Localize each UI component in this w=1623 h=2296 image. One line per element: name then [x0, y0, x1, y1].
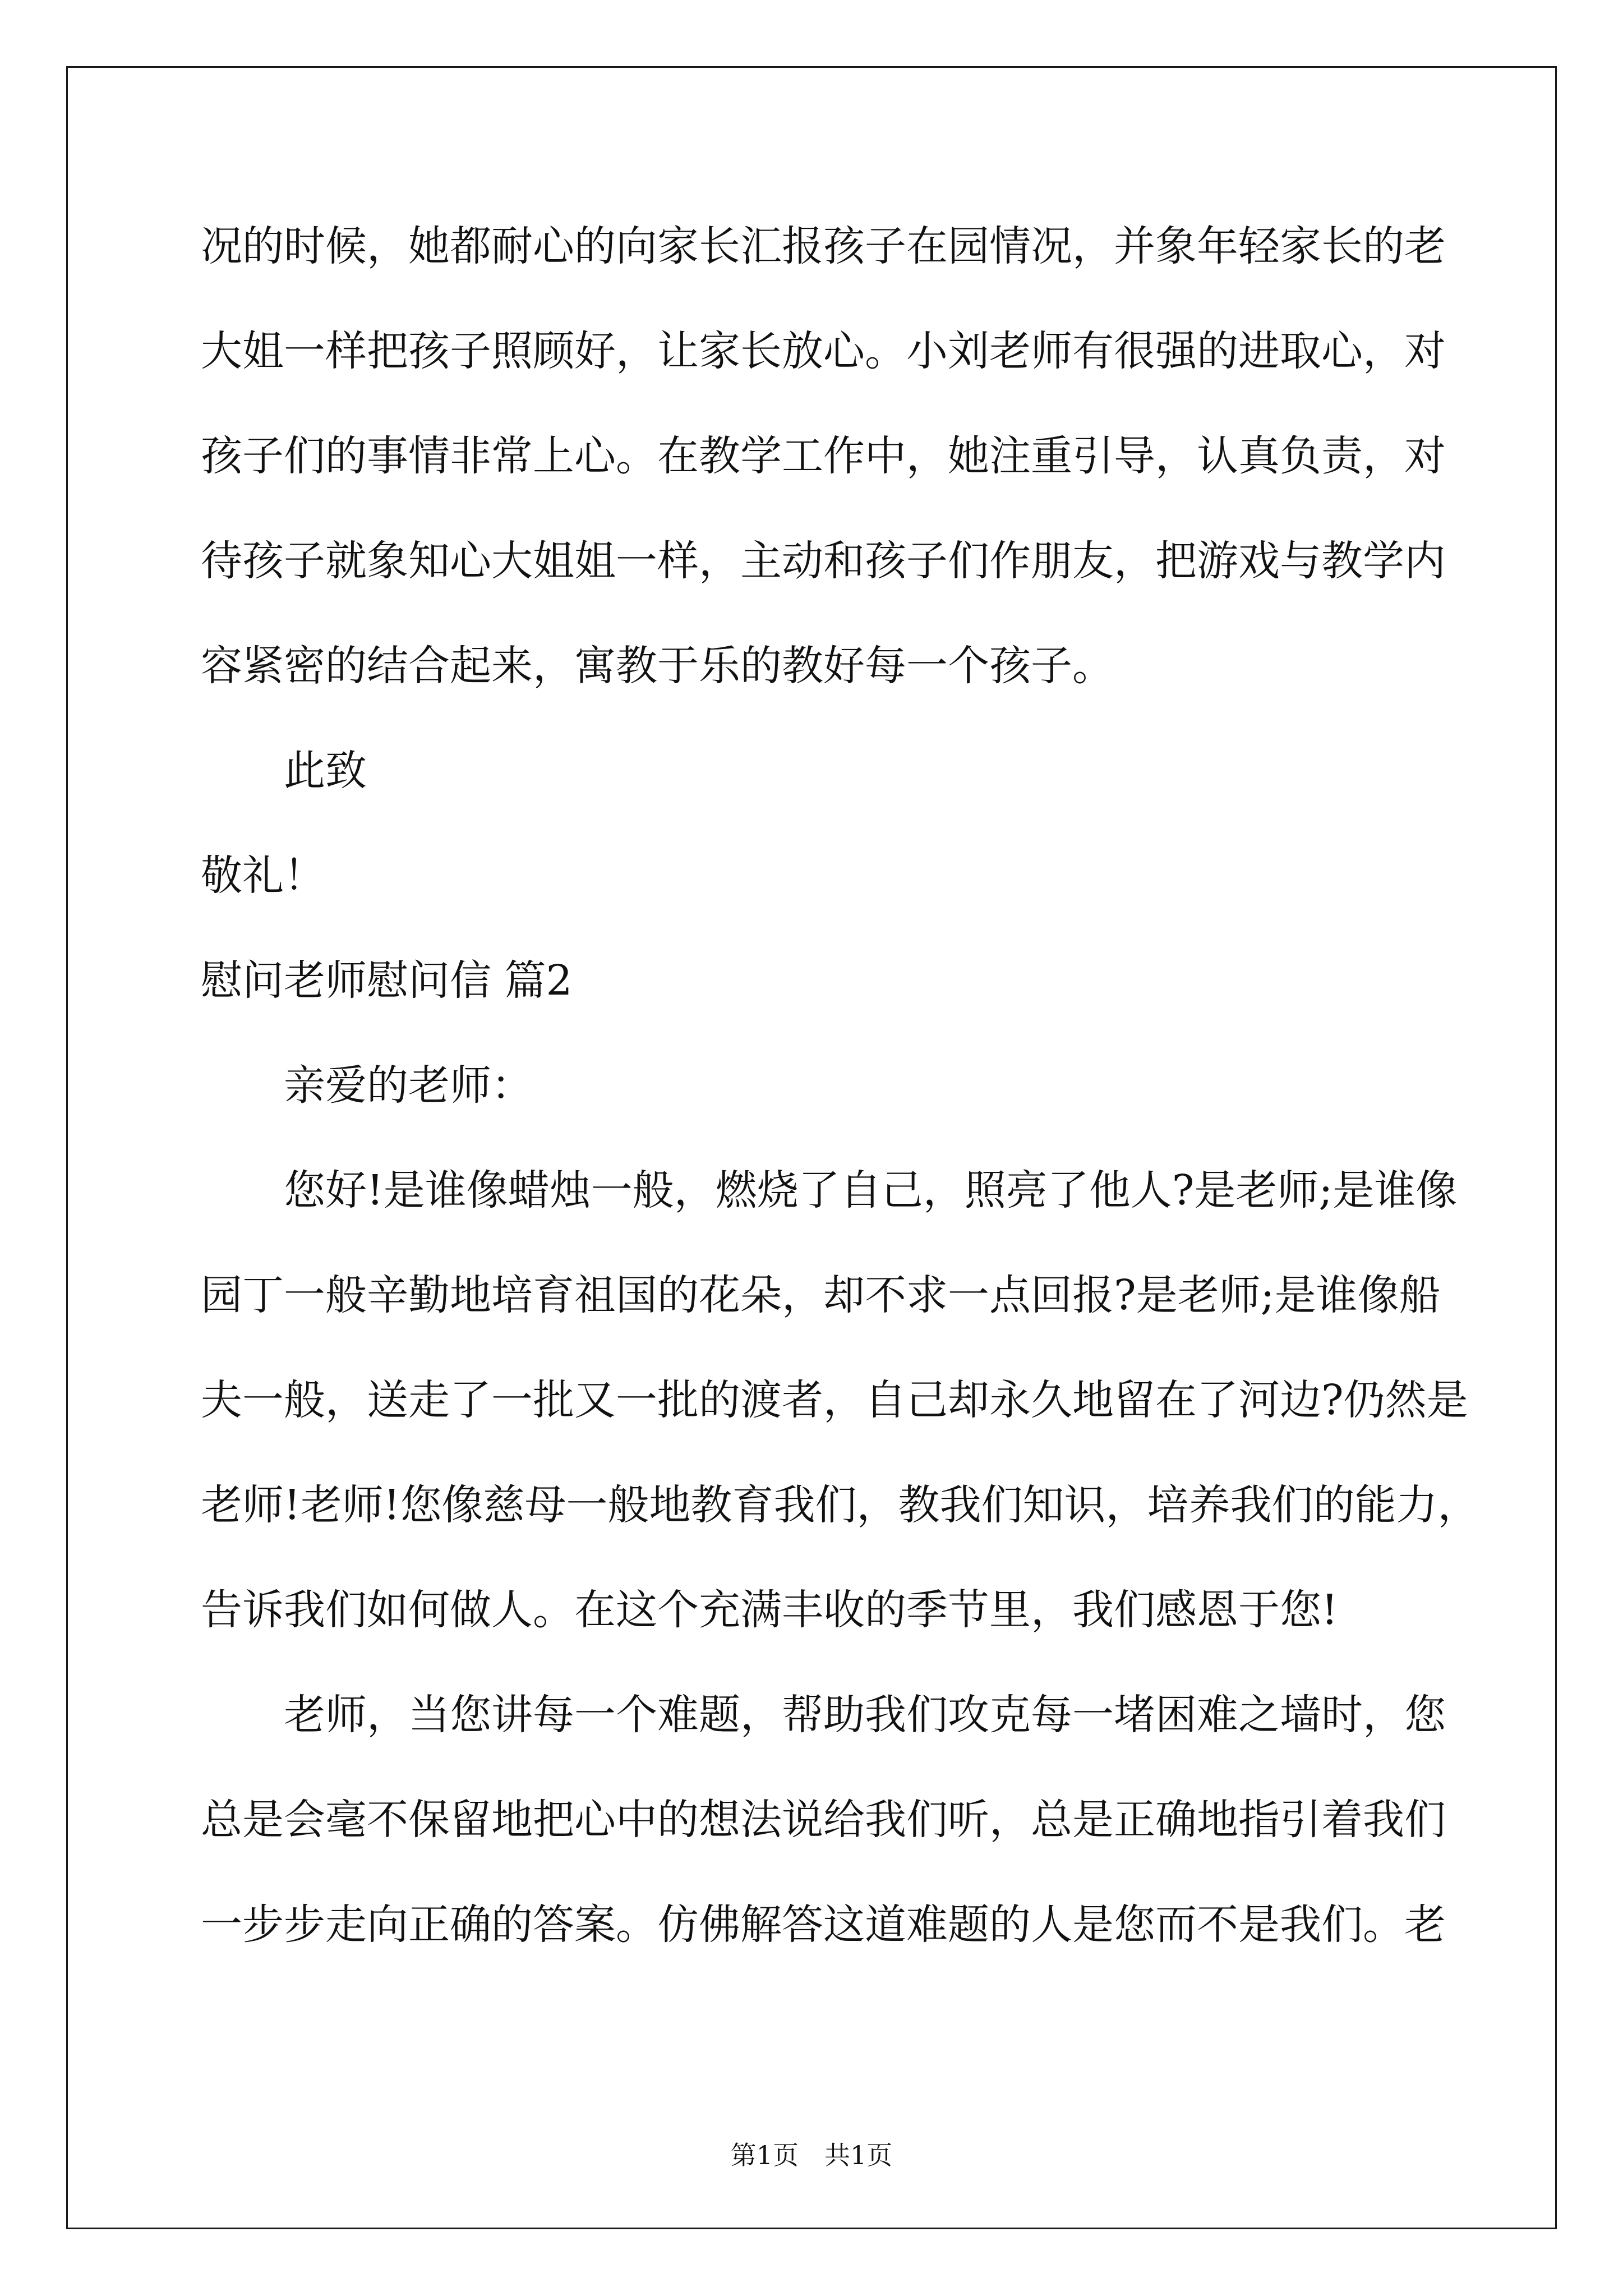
paragraph-line: 大姐一样把孩子照顾好，让家长放心。小刘老师有很强的进取心，对 [201, 327, 1446, 375]
paragraph-line: 总是会毫不保留地把心中的想法说给我们听，总是正确地指引着我们 [201, 1796, 1446, 1844]
closing-regards: 敬礼！ [201, 852, 325, 900]
closing-salutation: 此致 [284, 747, 367, 795]
paragraph-line: 一步步走向正确的答案。仿佛解答这道难题的人是您而不是我们。老 [201, 1901, 1446, 1949]
paragraph-line: 老师，当您讲每一个难题，帮助我们攻克每一堵困难之墙时，您 [284, 1691, 1446, 1739]
paragraph-line: 老师!老师!您像慈母一般地教育我们，教我们知识，培养我们的能力， [201, 1481, 1479, 1529]
paragraph-line: 孩子们的事情非常上心。在教学工作中，她注重引导，认真负责，对 [201, 432, 1446, 480]
paragraph-line: 告诉我们如何做人。在这个充满丰收的季节里，我们感恩于您! [201, 1586, 1338, 1634]
letter-greeting: 亲爱的老师： [284, 1061, 533, 1110]
paragraph-line: 况的时候，她都耐心的向家长汇报孩子在园情况，并象年轻家长的老 [201, 222, 1446, 270]
paragraph-line: 待孩子就象知心大姐姐一样，主动和孩子们作朋友，把游戏与教学内 [201, 537, 1446, 585]
paragraph-line: 容紧密的结合起来，寓教于乐的教好每一个孩子。 [201, 642, 1114, 690]
paragraph-line: 您好!是谁像蜡烛一般，燃烧了自己，照亮了他人?是老师;是谁像 [284, 1166, 1458, 1214]
paragraph-line: 夫一般，送走了一批又一批的渡者，自己却永久地留在了河边?仍然是 [201, 1376, 1468, 1424]
paragraph-line: 园丁一般辛勤地培育祖国的花朵，却不求一点回报?是老师;是谁像船 [201, 1271, 1441, 1319]
page-footer: 第1页 共1页 [730, 2140, 893, 2170]
section-heading: 慰问老师慰问信 篇2 [201, 956, 573, 1005]
